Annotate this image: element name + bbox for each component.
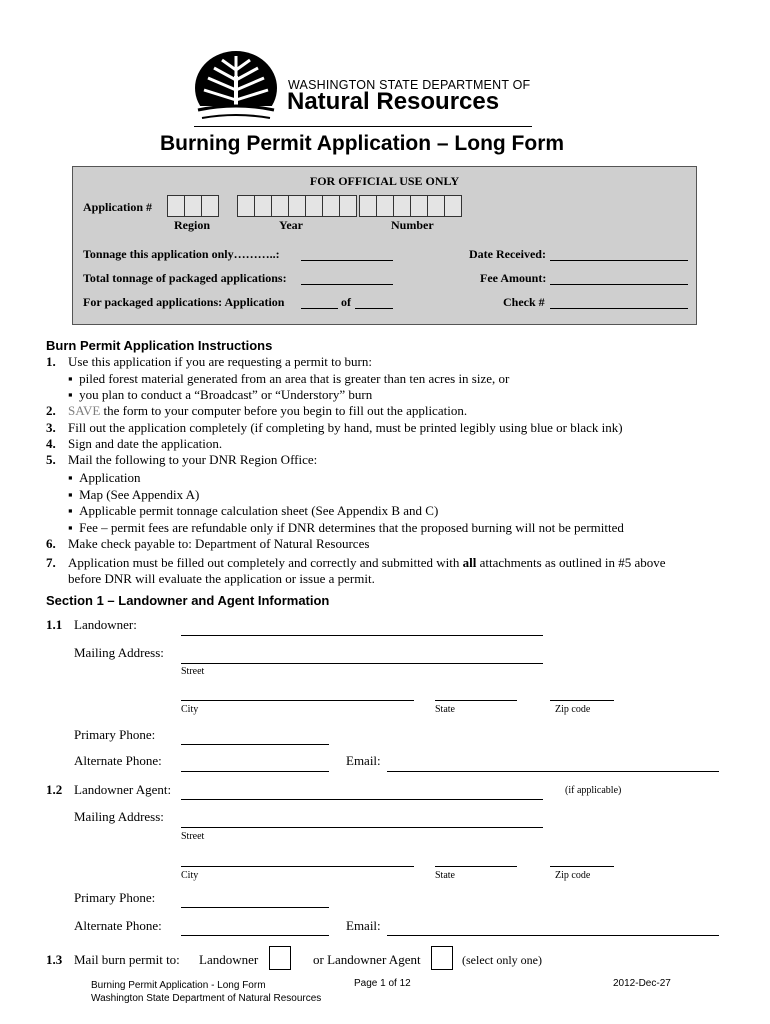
- landowner-checkbox[interactable]: [269, 946, 291, 970]
- mailing-state-field[interactable]: [435, 700, 517, 701]
- email-label: Email:: [346, 753, 381, 768]
- region-label: Region: [174, 218, 210, 232]
- mailing-street-field[interactable]: [181, 663, 543, 664]
- agent-alternate-phone-field[interactable]: [181, 935, 329, 936]
- instruction-1: 1. Use this application if you are requesting a permit to burn:: [46, 354, 372, 369]
- sub-item-5c: ▪ Applicable permit tonnage calculation sheet (See Appendix B and C): [68, 503, 439, 518]
- instruction-4: 4. Sign and date the application.: [46, 436, 223, 451]
- email-field[interactable]: [387, 771, 719, 772]
- fee-amount-label: Fee Amount:: [480, 271, 547, 285]
- item-1-2-num: 1.2: [46, 782, 63, 797]
- region-cells[interactable]: [167, 195, 219, 217]
- page-title: Burning Permit Application – Long Form: [160, 132, 565, 155]
- instruction-7-cont: before DNR will evaluate the application or issue a permit.: [68, 571, 375, 586]
- date-received-label: Date Received:: [469, 247, 546, 261]
- check-label: Check #: [503, 295, 545, 309]
- instruction-5: 5. Mail the following to your DNR Region Office:: [46, 452, 318, 467]
- date-received-field[interactable]: [550, 260, 688, 261]
- agent-city-field[interactable]: [181, 866, 414, 867]
- instructions-heading: Burn Permit Application Instructions: [46, 338, 273, 353]
- number-label: Number: [391, 218, 434, 232]
- alternate-phone-label: Alternate Phone:: [74, 753, 162, 768]
- dept-line1: WASHINGTON STATE DEPARTMENT OF: [288, 78, 531, 92]
- landowner-label: Landowner:: [74, 617, 137, 632]
- number-cells[interactable]: [359, 195, 462, 217]
- item-1-1-num: 1.1: [46, 617, 63, 632]
- application-number-label: Application #: [83, 200, 153, 214]
- instruction-7: 7. Application must be filled out completely and correctly and submitted with all attachments as outlined in #5 above: [46, 555, 666, 570]
- if-applicable-note: (if applicable): [565, 785, 622, 796]
- agent-primary-phone-field[interactable]: [181, 907, 329, 908]
- agent-zip-caption: Zip code: [555, 870, 591, 881]
- agent-state-field[interactable]: [435, 866, 517, 867]
- primary-phone-label: Primary Phone:: [74, 727, 156, 742]
- sub-item-1a: ▪ piled forest material generated from an area that is greater than ten acres in size, or: [68, 371, 510, 386]
- sub-item-5b: ▪ Map (See Appendix A): [68, 487, 200, 502]
- official-use-box: [72, 166, 697, 325]
- sub-item-5a: ▪ Application: [68, 470, 141, 485]
- mail-permit-to-label: Mail burn permit to:: [74, 952, 180, 967]
- fee-amount-field[interactable]: [550, 284, 688, 285]
- state-caption: State: [435, 704, 455, 715]
- of-label: of: [341, 295, 351, 309]
- official-heading: FOR OFFICIAL USE ONLY: [309, 174, 460, 188]
- mailing-zip-field[interactable]: [550, 700, 614, 701]
- sub-item-5d: ▪ Fee – permit fees are refundable only if DNR determines that the proposed burning will not be permitted: [68, 520, 624, 535]
- agent-street-caption: Street: [181, 831, 205, 842]
- instruction-6: 6. Make check payable to: Department of Natural Resources: [46, 536, 370, 551]
- city-caption: City: [181, 704, 199, 715]
- agent-email-field[interactable]: [387, 935, 719, 936]
- landowner-field[interactable]: [181, 635, 543, 636]
- agent-mailing-address-label: Mailing Address:: [74, 809, 164, 824]
- street-caption: Street: [181, 666, 205, 677]
- landowner-agent-label: Landowner Agent:: [74, 782, 172, 797]
- save-link[interactable]: SAVE: [68, 403, 101, 418]
- landowner-agent-checkbox[interactable]: [431, 946, 453, 970]
- option-landowner-label: Landowner: [199, 952, 259, 967]
- tonnage-label: Tonnage this application only………..:: [83, 247, 280, 261]
- logo-rule: [194, 126, 532, 127]
- mailing-address-label: Mailing Address:: [74, 645, 164, 660]
- option-agent-label: or Landowner Agent: [313, 952, 421, 967]
- tonnage-field[interactable]: [301, 260, 393, 261]
- footer-date: 2012-Dec-27: [613, 978, 671, 989]
- instruction-2: 2. SAVE the form to your computer before you begin to fill out the application.: [46, 403, 468, 418]
- instruction-3: 3. Fill out the application completely (if completing by hand, must be printed legibly using blue or black ink): [46, 420, 623, 435]
- check-number-field[interactable]: [550, 308, 688, 309]
- packaged-of-field[interactable]: [355, 308, 393, 309]
- agent-primary-phone-label: Primary Phone:: [74, 890, 156, 905]
- year-label: Year: [279, 218, 303, 232]
- year-cells[interactable]: [237, 195, 357, 217]
- item-1-3-num: 1.3: [46, 952, 63, 967]
- footer-page-number: Page 1 of 12: [354, 978, 411, 989]
- agent-state-caption: State: [435, 870, 455, 881]
- footer-form-name: Burning Permit Application - Long Form: [91, 980, 266, 991]
- agent-email-label: Email:: [346, 918, 381, 933]
- total-tonnage-label: Total tonnage of packaged applications:: [83, 271, 287, 285]
- select-one-note: (select only one): [462, 953, 542, 967]
- alternate-phone-field[interactable]: [181, 771, 329, 772]
- agent-city-caption: City: [181, 870, 199, 881]
- agent-mailing-street-field[interactable]: [181, 827, 543, 828]
- packaged-label: For packaged applications: Application: [83, 295, 285, 309]
- total-tonnage-field[interactable]: [301, 284, 393, 285]
- landowner-agent-field[interactable]: [181, 799, 543, 800]
- dept-line2: Natural Resources: [287, 88, 500, 115]
- section1-heading: Section 1 – Landowner and Agent Information: [46, 593, 330, 608]
- agent-zip-field[interactable]: [550, 866, 614, 867]
- mailing-city-field[interactable]: [181, 700, 414, 701]
- sub-item-1b: ▪ you plan to conduct a “Broadcast” or “Understory” burn: [68, 387, 373, 402]
- dnr-logo: [194, 50, 278, 126]
- zip-caption: Zip code: [555, 704, 591, 715]
- packaged-application-field[interactable]: [301, 308, 338, 309]
- agent-alternate-phone-label: Alternate Phone:: [74, 918, 162, 933]
- footer-agency: Washington State Department of Natural Resources: [91, 993, 322, 1004]
- primary-phone-field[interactable]: [181, 744, 329, 745]
